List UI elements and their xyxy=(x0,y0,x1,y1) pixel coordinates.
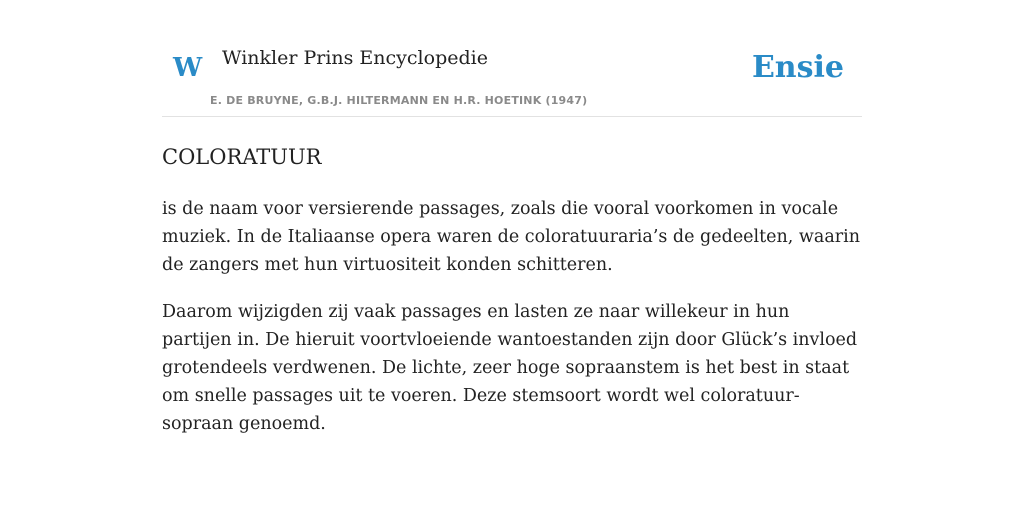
article-body xyxy=(162,195,862,438)
winkler-prins-logo[interactable]: W xyxy=(173,53,203,83)
article-headword: COLORATUUR xyxy=(162,145,322,169)
source-authors: E. DE BRUYNE, G.B.J. HILTERMANN EN H.R. HOETINK (1947) xyxy=(210,94,588,107)
source-title[interactable]: Winkler Prins Encyclopedie xyxy=(222,47,488,69)
ensie-brand-link[interactable]: Ensie xyxy=(751,50,844,85)
article-paragraph: Daarom wijzigden zij vaak passages en lasten ze naar willekeur in hun partijen in. De hieruit voortvloeiende wantoestanden zijn door Glück’s invloed grotendeels verdwenen. De lichte, zeer hoge sopraanstem is het best in staat om snelle passages uit te voeren. Deze stemsoort wordt wel coloratuur-sopraan genoemd. xyxy=(162,302,858,434)
article-page xyxy=(162,0,862,457)
article-paragraph: is de naam voor versierende passages, zoals die vooral voorkomen in vocale muziek. In de Italiaanse opera waren de coloratuuraria’s de gedeelten, waarin de zangers met hun virtuositeit konden schitteren. xyxy=(162,199,860,275)
source-header xyxy=(162,0,862,117)
